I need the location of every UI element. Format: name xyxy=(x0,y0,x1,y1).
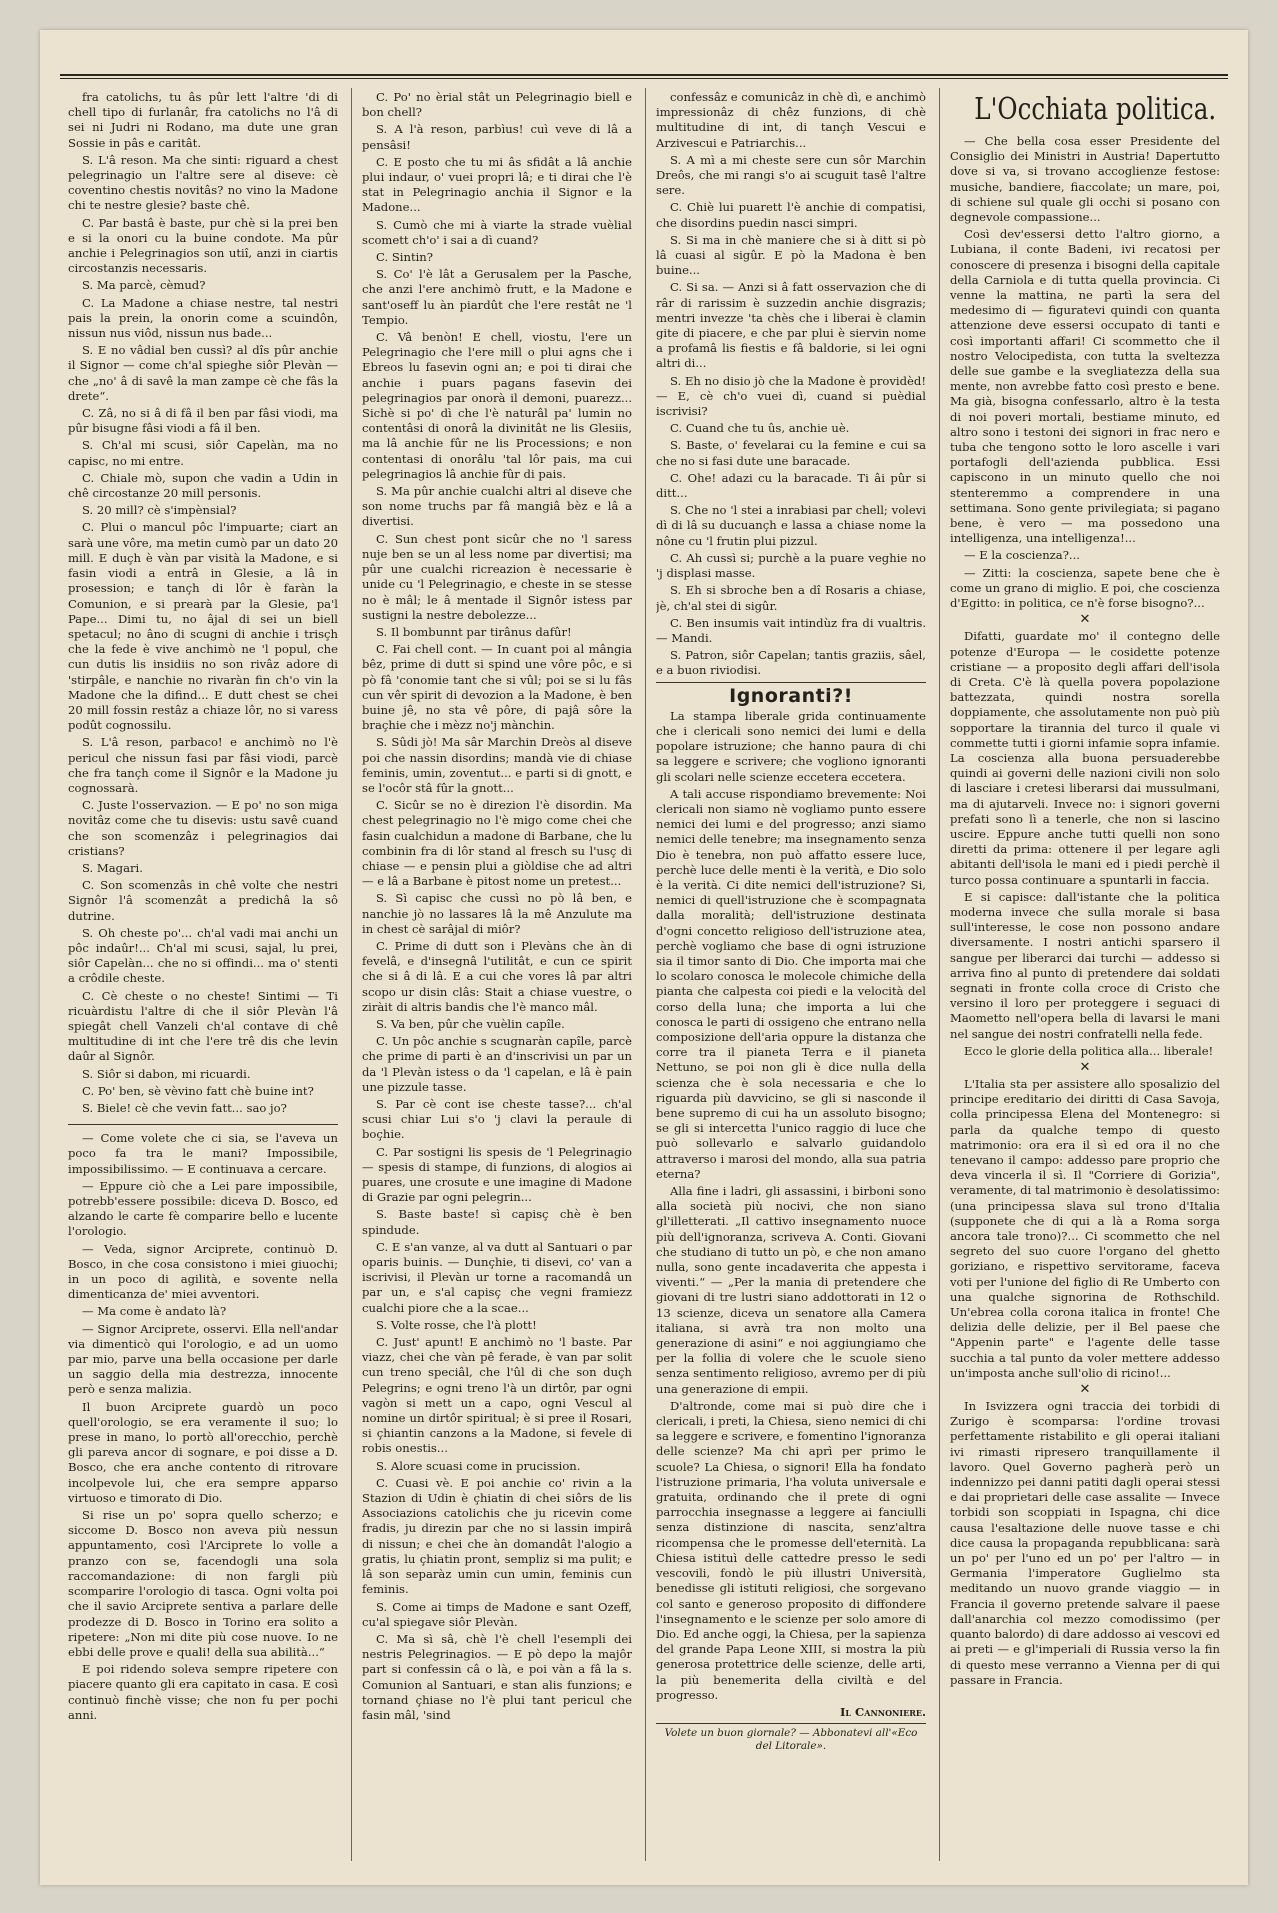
dialogue-line: C. Vâ benòn! E chell, viostu, l'ere un Pelegrinagio che l'ere mill o plui agns che i Ebreos lu fasevin ogni an; e poi ti dirai che anchie i puars pagans fasevin dei pelegrinagios par onorà il demoni, puarezz... Sichè si po' dì che l'è naturâl pa' lumin no contentâsi di onorâ la divinitât ne lis Glesiis, ma lâ anchie fûr ne lis Processions; e non contentasi di onorâlu 'tal lôr pais, ma cui pelegrinagios lâ anchie fûr di pais. xyxy=(362,330,632,481)
review-paragraph: L'Italia sta per assistere allo sposalizio del principe ereditario dei diritti di Casa Savoja, colla principessa Elena del Montenegro: si parla da qualche tempo di questo matrimonio: ora era il sì ed ora il no che tenevano il campo: addesso pare proprio che deva vincerla il sì. Il "Corriere di Gorizia", veramente, di tal matrimonio è desolatissimo: (una principessa slava sul trono d'Italia (supponete che di qui a là a Roma sorga ancora tale trono)?... Ci scommetto che nel segreto del suo cuore l'organo del ghetto goriziano, e rispettivo servitorame, faceva voti per l'unione del figlio di Re Umberto con una qualche signorina de Rothschild. Un'ebrea colla corona italica in fronte! Che delizia delle delizie, per il Bel paese che "Appenin parte" e l'agente delle tasse succhia a tal punto da voler mettere addesso un'imposta anche sull'olio di ricino!... xyxy=(950,1076,1220,1380)
dialogue-line: C. Sintin? xyxy=(376,250,433,265)
review-paragraph: In Isvizzera ogni traccia dei torbidi di Zurigo è scomparsa: l'ordine trovasi perfettamente ristabilito e gli operai italiani ivi rimasti ripresero tranquillamente il lavoro. Quel Governo pagherà però un indennizzo pei danni patiti dagli operai stessi e dai proprietari delle case assalite — Invece torbidi son scoppiati in Ispagna, chi dice causa l'esaltazione delle nuove tasse e chi dice causa la propaganda repubblicana: sarà un po' per l'uno ed un po' per l'altro — in Germania l'imperatore Guglielmo sta meditando un nuovo grande viaggio — in Francia il governo pretende salvare il paese dall'anarchia col mezzo comodissimo (per quanto balordo) di dare addosso ai vescovi ed ai preti — e gl'imperiali di Russia verso la fin di questo mese verranno a Vienna per di qui passare in Francia. xyxy=(950,1399,1220,1687)
dialogue-line: C. Par bastâ è baste, pur chè si la prei ben e si la onori cu la buine condote. Ma pûr anchie i Pelegrinagios son utiî, anzi in ciartis circostanzis necessaris. xyxy=(68,215,338,276)
story-paragraph: — Signor Arciprete, osservi. Ella nell'andar via dimenticò qui l'orologio, e ad un uomo par mio, parve una bella occasione per darle un saggio della mia destrezza, innocente però e senza malizia. xyxy=(68,1321,338,1397)
dialogue-line: C. Plui o mancul pôc l'impuarte; ciart an sarà une vôre, ma metin cumò par un dato 20 mill. E duçh è vàn par visità la Madone, e si fasin viodi a entrâ in Glesie, a lâ in prosession; e tançh di lôr è faràn la Comunion, e si prearà par la Glesie, pa'l Pape... Dimi tu, no âjal di sei un biell spetacul; no âno di scugni di anchie i trisçh che la fede è vive anchimò ne 'l popul, che cun dutis lis insidiis no son rivâz adore di 'stirpâle, e nanchie no rivaràn fin ch'o vin la Madone che la difind... E dutt chest se chei 20 mill fossin restâz a chiaze lôr, no si varess podût cognossilu. xyxy=(68,520,338,733)
section-separator xyxy=(656,1723,926,1724)
column-divider xyxy=(351,88,352,1861)
dialogue-line: C. Zâ, no si â di fâ il ben par fâsi viodi, ma pûr bisugne fâsi viodi a fâ il ben. xyxy=(68,406,338,436)
story-paragraph: Si rise un po' sopra quello scherzo; e siccome D. Bosco non aveva più nessun appuntamento, così l'Arciprete lo volle a pranzo con se, facendogli una sola raccomandazione: di non fargli più scomparire l'orologio di tasca. Ogni volta poi che il savio Arciprete sentiva a parlare delle prodezze di D. Bosco in Torino era solito a ripetere: „Non mi dite più cose nuove. Io ne ebbi delle prove e quali! della sua abilità...“ xyxy=(68,1508,338,1659)
top-rule xyxy=(60,74,1228,76)
dialogue-line: S. A l'à reson, parbìus! cuì veve di lâ a pensâsi! xyxy=(362,122,632,152)
story-paragraph: — Eppure ciò che a Lei pare impossibile, potrebb'essere possibile: diceva D. Bosco, ed alzando le carte fè comparire bello e lucente l'orologio. xyxy=(68,1178,338,1239)
dialogue-line: S. Ma pûr anchie cualchi altri al diseve che son nome truchs par fâ mangiâ bèz e lâ a divertisi. xyxy=(362,484,632,529)
column-divider xyxy=(645,88,646,1861)
dialogue-line: C. Son scomenzâs in chê volte che nestri Signôr l'â scomenzât a predichâ la sô dutrine. xyxy=(68,878,338,923)
dialogue-line: C. Sun chest pont sicûr che no 'l saress nuje ben se un al less nome par divertisi; ma pûr une cualchi ricreazion è necessarie è unide cu 'l Pelegrinagio, e cheste in se stesse no è mâl; le â mentade il Signôr istess par sustigni la nestre debolezze... xyxy=(362,531,632,622)
dialogue-line: S. Magari. xyxy=(82,860,143,875)
don-bosco-story xyxy=(68,1131,338,1723)
dialogue-line: C. E s'an vanze, al va dutt al Santuari o par oparis buinis. — Dunçhie, ti disevi, co' van a iscrivisi, il Plevàn ur torne a racomandâ un par un, e s'al capisç che vegni framiezz cualchi piore che a la scae... xyxy=(362,1239,632,1315)
article-paragraph: A tali accuse rispondiamo brevemente: Noi clericali non siamo nè vogliamo punto essere nemici dei lumi e del progresso; anzi siamo nemici delle tenebre; ma insegnamento senza Dio è tenebra, non può affatto essere luce, perchè luce delle menti è la verità, e Dio solo è la verità. Ci dite nemici dell'istruzione? Si, nemici di quell'istruzione che è scompagnata dalla moralità; dell'istruzione destinata d'ogni concetto religioso dell'istruzione atea, perchè vogliamo che base di ogni istruzione sia il timor santo di Dio. Che importa mai che lo scolaro conosca le molecole chimiche della pianta che calpesta coi piedi e la velocità del corso della luna; che importa a lui che conosca le parti di ossigeno che entrano nella composizione dell'aria oppure la distanza che corre tra il pianeta Terra e il pianeta Nettuno, se poi non gli è dice nulla della scienza che è sola necessaria e che lo riguarda più davvicino, se gli si nasconde il bene supremo di cui ha un assoluto bisogno; se gli si intercetta l'unico raggio di luce che può sollevarlo e salvarlo guidandolo attraverso i marosi del mondo, alla sua patria eterna? xyxy=(656,786,926,1181)
column-divider xyxy=(939,88,940,1861)
ignoranti-article xyxy=(656,709,926,1703)
dialogue-line: S. Patron, siôr Capelan; tantis graziis, sâel, e a buon riviodisi. xyxy=(656,648,926,678)
review-paragraph: Così dev'essersi detto l'altro giorno, a Lubiana, il conte Badeni, ivi recatosi per conoscere di presenza i bisogni della capitale della Carniola e di tutta quella provincia. Ci venne la mattina, ne partì la sera del medesimo di — figuratevi quindi con quanta attenzione deve essersi occupato di tanti e così importanti affari! Ci scommetto che il nostro Velocipedista, con tutta la sveltezza delle sue gambe e la svegliatezza della sua mente, non avrebbe fatto così presto e bene. Ma già, bisogna confessarlo, altro è la testa di noi poveri mortali, bestiame minuto, ed altro sono i testoni dei signori in frac nero e tuba che tengono sotto le loro ascelle i vari portafogli dell'azienda pubblica. Essi capiscono in un minuto quello che noi stenteremmo a comprendere in una settimana. Sono gente privilegiata; si pagano bene, è vero — ma possedono una intelligenza, una intelligenza!... xyxy=(950,227,1220,546)
dialogue-line: C. Sicûr se no è direzion l'è disordin. Ma chest pelegrinagio no l'è migo come chei che fasin cualchidun a madone di Barbane, che lu combinin fra di lôr stand al fresch su l'usç di chiase — e pensin plui a giòldise che ad altri — e lâ a Barbane è pitost nome un pretest... xyxy=(362,798,632,889)
dialogue-line: S. Oh cheste po'... ch'al vadi mai anchi un pôc indaûr!... Ch'al mi scusi, sajal, lu prei, siôr Capelàn... che no si offindi... ma o' stenti a crôdile cheste. xyxy=(68,925,338,986)
cross-separator: ✕ xyxy=(1079,1382,1091,1398)
dialogue-line: C. Fai chell cont. — In cuant poi al mângia bêz, prime di dutt si spind une vôre pôc, e si pò fâ 'conomie tant che si vûl; poi se si lu fâs cun vêr spirit di devozion a la Madone, è ben buine jê, no sta vê pôre, di pajâ sôre la braçhie che i mèzz no'j mànchin. xyxy=(362,642,632,733)
dialogue-line: S. Par cè cont ise cheste tasse?... ch'al scusi chiar Lui s'o 'j clavi la peraule di boçhie. xyxy=(362,1097,632,1142)
subscription-footer: Volete un buon giornale? — Abbonatevi all'«Eco del Litorale». xyxy=(664,1727,918,1753)
dialogue-line: S. Co' l'è lât a Gerusalem per la Pasche, che anzi l'ere anchimò frutt, e la Madone e sant'oseff lu àn piardût che l'ere restât ne 'l Tempio. xyxy=(362,267,632,327)
dialogue-line: C. Cuand che tu ûs, anchie uè. xyxy=(670,421,850,436)
dialogue-line: S. Eh no disio jò che la Madone è providèd! — E, cè ch'o vuei dì, cuand si puèdial iscrivisi? xyxy=(656,373,926,419)
review-paragraph: Ecco le glorie della politica alla... liberale! xyxy=(964,1043,1214,1058)
column-4 xyxy=(950,90,1220,1861)
story-paragraph: — Ma come è andato là? xyxy=(82,1304,227,1319)
dialogue-line: C. Par sostigni lis spesis de 'l Pelegrinagio — spesis di stampe, di funzions, di alogios ai puares, une crosute e une imagine di Madone di Grazie par ogni pelegrin... xyxy=(362,1144,632,1205)
dialogue-line: C. Si sa. — Anzi si â fatt osservazion che di râr di rarissim è suzzedin anchie disgrazis; mentri invezze 'ta chès che i liberai è clamin gite di piacere, e che par plui è siervin nome a profamâ lis fiestis e fâ baldorie, si lei ogni altri di... xyxy=(656,280,926,371)
dialogue-line: S. Che no 'l stei a inrabiasi par chell; volevi dì di lâ su ducuançh e lassa a chiase nome la nône cu 'l frutin plui pizzul. xyxy=(656,503,926,548)
friulian-dialogue-continued xyxy=(68,90,338,1116)
dialogue-line: C. Un pôc anchie s scugnaràn capîle, parcè che prime di parti è an d'inscrivisi un par un da 'l Plevàn istess o da 'l capelan, e lâ è pain une pizzule tasse. xyxy=(362,1034,632,1094)
dialogue-line: S. 20 mill? cè s'impènsial? xyxy=(82,503,237,518)
review-paragraph: Difatti, guardate mo' il contegno delle potenze d'Europa — le cosidette potenze cristiane — a proposito degli affari dell'isola di Creta. C'è là quella povera popolazione battezzata, quindi nostra sorella doppiamente, che assolutamente non può più sopportare la tirannia del turco il quale vi commette tutti i giorni infamie sopra infamie. La coscienza alla buona persuaderebbe quindi ai governi delle nazioni civili non solo di lasciare i cretesi liberarsi dai mussulmani, ma di ajutarveli. Invece no: i signori governi prefati sono lì a tenerle, che non si lascino uscire. Eppure anche tutti quelli non sono diretti da prima: ottenere il per legare agli abitanti dell'isola le mani ed i piedi perchè il turco possa continuare a spuntarli in faccia. xyxy=(950,629,1220,887)
dialogue-line: C. Ma sì sâ, chè l'è chell l'esempli dei nestris Pelegrinagios. — E pò depo la majôr part si confessin câ o là, e poi vàn a fâ la s. Comunion al Santuari, e stan alis funzions; e tornand çhiase no l'è plui tant pericul che fasin mâl, 'sind xyxy=(362,1631,632,1722)
dialogue-line: S. Ch'al mi scusi, siôr Capelàn, ma no capisc, no mi entre. xyxy=(68,438,338,468)
dialogue-line: C. Ohe! adazi cu la baracade. Ti âi pûr si ditt... xyxy=(656,470,926,501)
story-paragraph: E poi ridendo soleva sempre ripetere con piacere quanto gli era capitato in casa. E così continuò finchè visse; che non fu per pochi anni. xyxy=(68,1662,338,1722)
section-separator xyxy=(656,682,926,683)
dialogue-line: C. La Madone a chiase nestre, tal nestri pais la prein, la onorin come a scuindôn, nissun nus viôd, nissun nus bade... xyxy=(68,295,338,341)
dialogue-line: C. Chiè lui puarett l'è anchie di compatisi, che disordins puedin nasci simpri. xyxy=(656,200,926,230)
dialogue-line: S. L'â reson. Ma che sinti: riguard a chest pelegrinagio un l'altre sere al diseve: cè coventino chestis novitâs? no vino la Madone chi te nestre glesie? baste chê. xyxy=(68,152,338,213)
friulian-dialogue-end xyxy=(656,90,926,679)
dialogue-line: C. E posto che tu mi âs sfidât a lâ anchie plui indaur, o' vuei propri lâ; e ti dirai che l'è stat in Pelegrinagio anchia il Signor e la Madone... xyxy=(362,154,632,215)
friulian-dialogue-continued xyxy=(362,90,632,1723)
dialogue-line: S. A mì a mi cheste sere cun sôr Marchin Dreôs, che mi rangi s'o ai scuguit tasê l'altre sere. xyxy=(656,152,926,198)
dialogue-line: S. Va ben, pûr che vuèlin capîle. xyxy=(376,1016,565,1031)
dialogue-line: C. Just' apunt! E anchimò no 'l baste. Par viazz, chei che vàn pê ferade, è van par solit cun treno speciâl, che l'ûl di che son duçh Pelegrins; e ogni treno l'à un dirtôr, par ogni vagòn si mett un a capo, ogni Vescul al nomine un dirtôr spiritual; è si pree il Rosari, si çhiantin canzons a la Madone, si fevele di robis onestis... xyxy=(362,1335,632,1456)
dialogue-line: C. Po' no èrial stât un Pelegrinagio biell e bon chell? xyxy=(362,90,632,120)
review-paragraph: — Zitti: la coscienza, sapete bene che è come un grano di miglio. E poi, che coscienza d'Egitto: in politica, ce n'è forse bisogno?... xyxy=(950,565,1220,611)
review-paragraph: — E la coscienza?... xyxy=(964,548,1080,563)
dialogue-line: S. Baste, o' fevelarai cu la femine e cui sa che no si fasi dute une baracade. xyxy=(656,438,926,468)
dialogue-line: S. E no vâdial ben cussì? al dîs pûr anchie il Signor — come ch'al spieghe siôr Plevàn — che „no' â di savê la man zampe cè che fâs la drete“. xyxy=(68,343,338,403)
dialogue-line: S. Siôr si dabon, mi ricuardi. xyxy=(82,1066,251,1081)
article-title: Ignoranti?! xyxy=(729,684,853,707)
dialogue-line: S. Biele! cè che vevin fatt... sao jo? xyxy=(82,1101,287,1115)
dialogue-line: S. L'â reson, parbaco! e anchimò no l'è pericul che nissun fasi par fâsi viodi, parcè che fra tançh come il Signôr e la Madone ju cognossarà. xyxy=(68,735,338,795)
article-paragraph: D'altronde, come mai si può dire che i clericali, i preti, la Chiesa, sieno nemici di chi sa leggere e scrivere, e fomentino l'ignoranza delle scienze? Ma chi aprì per primo le scuole? La Chiesa, o signori! Ella ha fondato l'istruzione primaria, l'ha voluta universale e gratuita, ordinando che il prete di ogni parrocchia insegnasse a leggere ai fanciulli senza distinzione di nascita, senz'altra ricompensa che le promesse dell'eternità. La Chiesa istituì delle cattedre presso le sedi vescovili, fondò le più illustri Università, benedisse gli istituti religiosi, che sorgevano col santo e generoso proposito di diffondere l'insegnamento e le scienze per solo amore di Dio. Ed anche oggi, la Chiesa, per la sapienza del grande Papa Leone XIII, si mostra la più generosa protettrice delle scienze, delle arti, la più benemerita della civiltà e del progresso. xyxy=(656,1398,926,1702)
story-paragraph: — Come volete che ci sia, se l'aveva un poco fa tra le mani? Impossibile, impossibilissimo. — E continuava a cercare. xyxy=(68,1131,338,1176)
article-paragraph: La stampa liberale grida continuamente che i clericali sono nemici dei lumi e della popolare istruzione; che hanno paura di chi sa leggere e scrivere; che vogliono ignoranti gli scolari nelle scienze eccetera eccetera. xyxy=(656,708,926,784)
column-2 xyxy=(362,90,632,1861)
story-paragraph: Il buon Arciprete guardò un poco quell'orologio, se era veramente il suo; lo prese in mano, lo portò all'orecchio, perchè gli pareva ancor di sognare, e poi disse a D. Bosco, che era anche contento di ritrovare incolpevole lui, che era sempre apparso virtuoso e timorato di Dio. xyxy=(68,1399,338,1505)
dialogue-line: S. Come ai timps de Madone e sant Ozeff, cu'al spiegave siôr Plevàn. xyxy=(362,1599,632,1629)
dialogue-line: C. Po' ben, sè vèvino fatt chè buine int? xyxy=(82,1083,314,1098)
dialogue-line: C. Cuasi vè. E poi anchie co' rivin a la Stazion di Udin è çhiatin di chei siôrs de lis Associazions catolichis che ju ricevin come fradis, ju direzin par che no si lassin impirâ di nissun; e chei che àn domandât l'alogio a gratis, lu çhiatin pront, sempliz si ma pulit; e lâ son separàz umin cun umin, feminis cun feminis. xyxy=(362,1475,632,1597)
dialogue-line: S. Cumò che mi à viarte la strade vuèlial scomett ch'o' i sai a dì cuand? xyxy=(362,217,632,247)
dialogue-line: S. Volte rosse, che l'à plott! xyxy=(376,1317,537,1332)
dialogue-line: C. Ah cussì si; purchè a la puare veghie no 'j displasi masse. xyxy=(656,550,926,581)
article-signature: Il Cannoniere. xyxy=(839,1704,926,1719)
dialogue-line: C. Juste l'osservazion. — E po' no son miga novitâz come che tu disevis: ustu savê cuand che son scomenzâz i pelegrinagios dai cristians? xyxy=(68,798,338,858)
dialogue-line: C. Ben insumis vait intindùz fra di vualtris. — Mandi. xyxy=(656,615,926,645)
dialogue-line: C. Cè cheste o no cheste! Sintimi — Ti ricuàrdistu l'altre di che il siôr Plevàn l'â spiegât chell Vanzeli ch'al contave di chê multitudine di int che l'ere trê dis che levin daûr al Signôr. xyxy=(68,988,338,1064)
dialogue-line: confessâz e comunicâz in chè dì, e anchimò impressionâz di chêz funzions, di chè multitudine di int, di tançh Vescui e Arzivescui e Patriarchis... xyxy=(656,90,926,150)
dialogue-line: S. Il bombunnt par tirânus dafûr! xyxy=(376,624,572,639)
dialogue-line: S. Sì capisc che cussì no pò lâ ben, e nanchie jò no lassares lâ la mê Anzulute ma in chest cè sarâjal di miôr? xyxy=(362,891,632,936)
story-paragraph: — Veda, signor Arciprete, continuò D. Bosco, in che cosa consistono i miei giuochi; in un poco di agilità, e sovente nella dimenticanza de' miei avventori. xyxy=(68,1241,338,1302)
section-separator xyxy=(68,1124,338,1125)
section-title: L'Occhiata politica. xyxy=(974,92,1217,127)
dialogue-line: S. Si ma in chè maniere che si à ditt si pò lâ cuasi al sigûr. E pò la Madona è ben buine... xyxy=(656,232,926,278)
cross-separator: ✕ xyxy=(1079,612,1091,628)
top-rule-thin xyxy=(60,78,1228,79)
dialogue-line: fra catolichs, tu âs pûr lett l'altre 'di di chell tipo di furlanâr, fra catolichs no l'â di sei ni Judri ni Rodano, ma dute une gran Sossie in pâs e caritât. xyxy=(68,90,338,150)
dialogue-line: S. Sûdi jò! Ma sâr Marchin Dreòs al diseve poi che nassin disordins; mandà vie di chiase feminis, umin, zoventut... e parti si di gnott, e se l'ocôr stâ fûr la gnott... xyxy=(362,735,632,795)
dialogue-line: C. Chiale mò, supon che vadin a Udin in chê circostanze 20 mill personis. xyxy=(68,470,338,501)
dialogue-line: C. Prime di dutt son i Plevàns che àn di fevelâ, e d'insegnâ l'utilitât, e cun ce spirit che si â di lâ. E a cui che vores lâ par altri scopo ur disin clâs: Stait a chiase vuestre, o ziràit di altris bandis che l'è manco mâl. xyxy=(362,938,632,1014)
dialogue-line: S. Alore scuasi come in prucission. xyxy=(376,1458,581,1473)
newspaper-page xyxy=(40,30,1248,1885)
review-paragraph: E si capisce: dall'istante che la politica moderna invece che sulla morale si basa sull'interesse, le cose non possono andare diversamente. I nostri antichi sparsero il sangue per liberarci dai turchi — addesso si arriva fino al punto di pretendere dai soldati segnati in fronte colla croce di Cristo che versino il loro per proteggere i seguaci di Maometto nell'opera bella di lavarsi le mani nel sangue dei nostri confratelli nella fede. xyxy=(950,889,1220,1041)
review-paragraph: — Che bella cosa esser Presidente del Consiglio dei Ministri in Austria! Dapertutto dove si va, si trovano accoglienze festose: musiche, bandiere, fiaccolate; un mare, poi, di schiene sul quale gli occhi si posano con degnevole compassione... xyxy=(950,134,1220,225)
column-3 xyxy=(656,90,926,1861)
cross-separator: ✕ xyxy=(1079,1059,1091,1075)
dialogue-line: S. Eh si sbroche ben a dî Rosaris a chiase, jè, ch'al stei di sigûr. xyxy=(656,583,926,613)
dialogue-line: S. Ma parcè, cèmud? xyxy=(82,278,206,293)
dialogue-line: S. Baste baste! sì capisç chè è ben spindude. xyxy=(362,1207,632,1237)
political-review xyxy=(950,134,1220,1688)
article-paragraph: Alla fine i ladri, gli assassini, i birboni sono alla società più nocivi, che non siano gl'illetterati. „Il cattivo insegnamento nuoce più dell'ignoranza, scriveva A. Conti. Giovani che studiano di tutto un pò, e che non amano nulla, sono gente incadaverita che appesta i viventi.“ — „Per la mania di pretendere che giovani di tre lustri siano addottorati in 12 o 13 scienze, diceva un senatore alla Camera italiana, si avrà tra non molto una generazione di asini“ e noi aggiungiamo che per la follia di volere che le scuole sieno senza sentimento religioso, avremo per di più una generazione di empii. xyxy=(656,1184,926,1396)
column-1 xyxy=(68,90,338,1861)
